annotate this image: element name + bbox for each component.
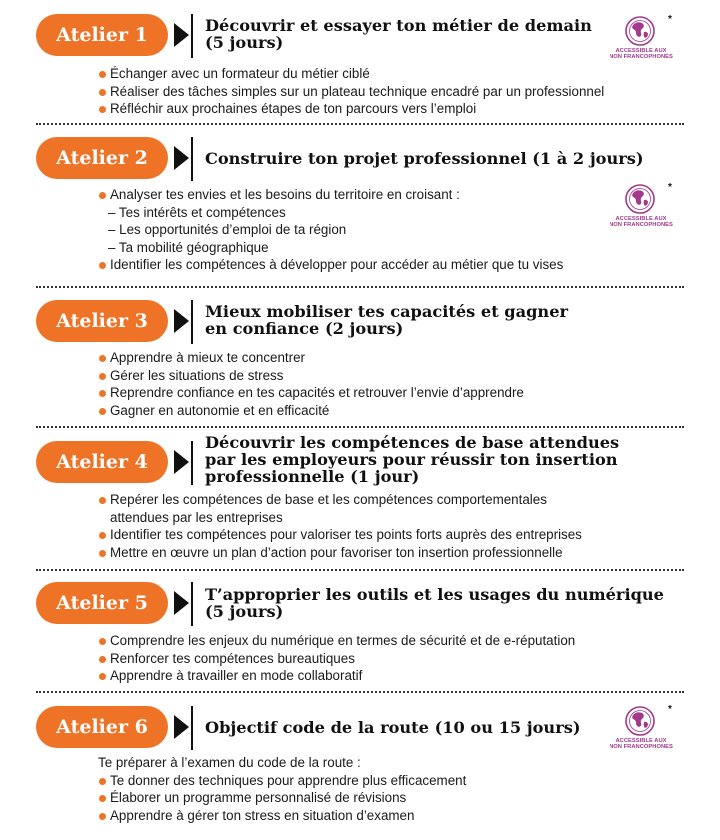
atelier-label: Atelier 3 — [36, 300, 168, 342]
atelier-label: Atelier 6 — [36, 706, 168, 748]
divider-bar — [191, 137, 193, 181]
accessible-badge — [610, 14, 674, 60]
list-item: Réfléchir aux prochaines étapes de ton parcours vers l’emploi — [98, 100, 604, 118]
dotted-separator — [36, 123, 684, 125]
list-item: Gérer les situations de stress — [98, 367, 524, 385]
list-item: Analyser tes envies et les besoins du territoire en croisant : — [98, 186, 563, 204]
atelier-label: Atelier 1 — [36, 14, 168, 56]
atelier-label: Atelier 2 — [36, 137, 168, 179]
dotted-separator — [36, 691, 684, 693]
badge-asterisk: * — [668, 182, 672, 193]
atelier-items — [98, 754, 466, 824]
list-item: – Les opportunités d’emploi de ta région — [108, 222, 347, 237]
badge-line-2: NON FRANCOPHONES — [610, 54, 673, 60]
accessible-badge — [610, 182, 674, 228]
arrow-icon — [174, 450, 189, 474]
badge-asterisk: * — [668, 14, 672, 25]
globe-icon — [610, 182, 674, 228]
list-item: Te préparer à l’examen du code de la route : — [98, 755, 361, 770]
list-item: Apprendre à mieux te concentrer — [98, 349, 524, 367]
divider-bar — [191, 706, 193, 750]
dotted-separator — [36, 569, 684, 571]
atelier-label: Atelier 5 — [36, 582, 168, 624]
arrow-icon — [174, 23, 189, 47]
list-item: Identifier tes compétences pour valoriser tes points forts auprès des entreprises — [98, 526, 582, 544]
atelier-title: T’approprier les outils et les usages du numérique (5 jours) — [205, 585, 664, 621]
list-item: Gagner en autonomie et en efficacité — [98, 402, 524, 420]
list-item: attendues par les entreprises — [110, 509, 283, 525]
badge-asterisk: * — [668, 704, 672, 715]
arrow-icon — [174, 591, 189, 615]
arrow-icon — [174, 715, 189, 739]
list-item: Apprendre à gérer ton stress en situation d’examen — [98, 807, 466, 825]
atelier-items — [98, 349, 524, 419]
atelier-items — [98, 65, 604, 118]
list-item: – Ta mobilité géographique — [108, 239, 269, 255]
atelier-items — [98, 632, 575, 685]
dotted-separator — [36, 286, 684, 288]
badge-line-1: ACCESSIBLE AUX — [615, 48, 667, 54]
atelier-title: Découvrir les compétences de base attendues par les employeurs pour réussir ton insertion professionnelle (1 jour) — [205, 433, 620, 486]
divider-bar — [191, 582, 193, 626]
dotted-separator — [36, 426, 684, 428]
list-item: Apprendre à travailler en mode collaboratif — [98, 667, 575, 685]
badge-line-2: NON FRANCOPHONES — [610, 222, 673, 228]
divider-bar — [191, 14, 193, 58]
globe-icon — [610, 14, 674, 60]
list-item: Reprendre confiance en tes capacités et retrouver l’envie d’apprendre — [98, 384, 524, 402]
list-item: Te donner des techniques pour apprendre plus efficacement — [98, 772, 466, 790]
atelier-title: Objectif code de la route (10 ou 15 jours) — [205, 718, 581, 737]
list-item: Réaliser des tâches simples sur un plateau technique encadré par un professionnel — [98, 83, 604, 101]
list-item: Repérer les compétences de base et les compétences comportementales — [98, 491, 582, 509]
badge-line-1: ACCESSIBLE AUX — [615, 216, 667, 222]
atelier-items — [98, 491, 582, 561]
list-item: Renforcer tes compétences bureautiques — [98, 650, 575, 668]
list-item: – Tes intérêts et compétences — [108, 204, 286, 220]
arrow-icon — [174, 146, 189, 170]
list-item: Comprendre les enjeux du numérique en termes de sécurité et de e-réputation — [98, 632, 575, 650]
atelier-title: Découvrir et essayer ton métier de demain (5 jours) — [205, 16, 592, 52]
list-item: Identifier les compétences à développer pour accéder au métier que tu vises — [98, 256, 563, 274]
accessible-badge — [610, 704, 674, 750]
globe-icon — [610, 704, 674, 750]
list-item: Échanger avec un formateur du métier ciblé — [98, 65, 604, 83]
atelier-label: Atelier 4 — [36, 441, 168, 483]
divider-bar — [191, 441, 193, 485]
divider-bar — [191, 300, 193, 344]
atelier-title: Mieux mobiliser tes capacités et gagner en confiance (2 jours) — [205, 302, 569, 338]
badge-line-2: NON FRANCOPHONES — [610, 744, 673, 750]
list-item: Élaborer un programme personnalisé de révisions — [98, 789, 466, 807]
badge-line-1: ACCESSIBLE AUX — [615, 738, 667, 744]
arrow-icon — [174, 309, 189, 333]
list-item: Mettre en œuvre un plan d’action pour favoriser ton insertion professionnelle — [98, 544, 582, 562]
atelier-title: Construire ton projet professionnel (1 à 2 jours) — [205, 149, 644, 168]
atelier-items — [98, 186, 563, 274]
